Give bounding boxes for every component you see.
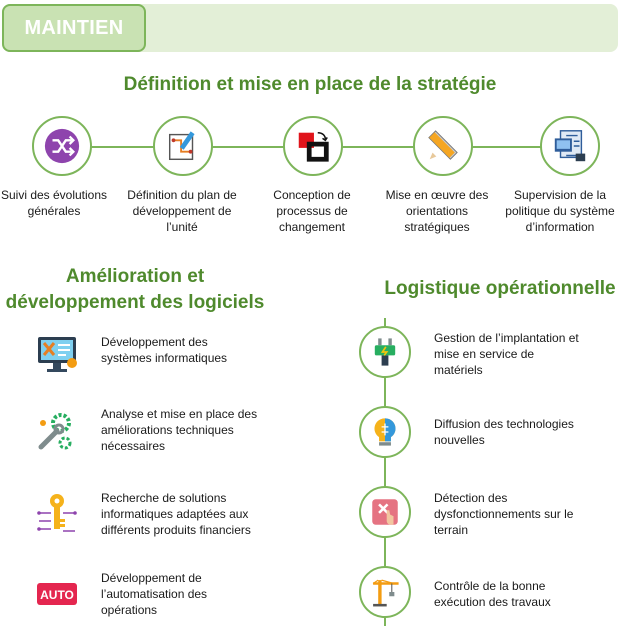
crane-icon: [359, 566, 411, 618]
logistics-item: Contrôle de la bonne exécution des travaux: [434, 579, 551, 609]
software-heading-line2: développement des logiciels: [5, 292, 265, 313]
software-item: Développement des systèmes informatiques: [101, 335, 228, 365]
monitor-tools-icon: [34, 330, 80, 376]
logistics-item: Gestion de l’implantation et mise en service de matériels: [434, 331, 579, 377]
information-system-icon: [540, 116, 600, 176]
software-item: Développement de l’automatisation des opérations: [101, 571, 208, 617]
step-caption: Supervision de la politique du système d’information: [505, 188, 615, 234]
power-plug-icon: [359, 326, 411, 378]
auto-badge-icon: [34, 570, 80, 616]
section-tab: [2, 4, 146, 52]
key-circuit-icon: [34, 490, 80, 536]
gears-wrench-icon: [34, 408, 80, 454]
logistics-item: Diffusion des technologies nouvelles: [434, 417, 574, 447]
plan-drawing-icon: [153, 116, 213, 176]
auto-badge-text: AUTO: [40, 588, 74, 602]
software-item: Analyse et mise en place des améliorations techniques nécessaires: [101, 407, 258, 453]
ruler-pencil-icon: [413, 116, 473, 176]
section-title: MAINTIEN: [24, 17, 124, 39]
error-touch-icon: [359, 486, 411, 538]
logistics-item: Détection des dysfonctionnements sur le terrain: [434, 491, 574, 537]
step-caption: Suivi des évolutions générales: [0, 188, 108, 218]
software-heading-line1: Amélioration et: [65, 266, 205, 287]
step-caption: Définition du plan de développement de l’unité: [127, 188, 237, 234]
software-item: Recherche de solutions informatiques adaptées aux différents produits financiers: [101, 491, 251, 537]
process-blocks-icon: [283, 116, 343, 176]
logistics-heading: Logistique opérationnelle: [384, 278, 616, 299]
strategy-heading: Définition et mise en place de la stratégie: [123, 74, 497, 95]
step-caption: Conception de processus de changement: [273, 188, 351, 234]
shuffle-icon: [32, 116, 92, 176]
step-caption: Mise en œuvre des orientations stratégiques: [385, 188, 489, 234]
lightbulb-brain-icon: [359, 406, 411, 458]
